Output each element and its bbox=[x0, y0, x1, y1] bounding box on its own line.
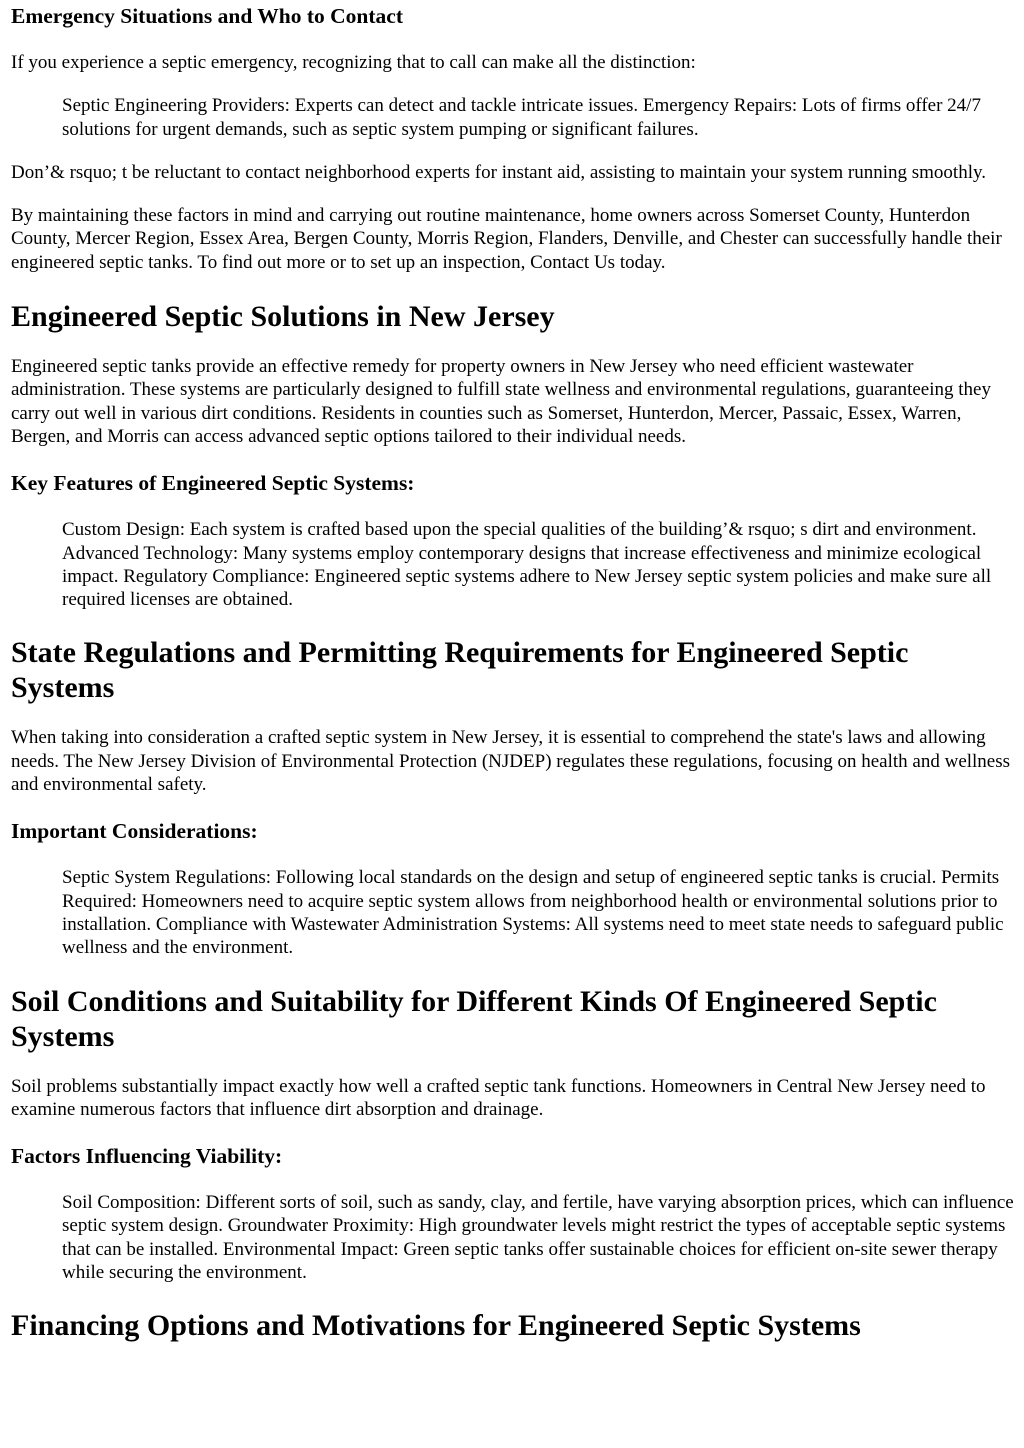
emergency-heading: Emergency Situations and Who to Contact bbox=[11, 4, 403, 28]
solutions-heading: Engineered Septic Solutions in New Jersey bbox=[11, 300, 555, 334]
key-features-heading: Key Features of Engineered Septic Systems: bbox=[11, 471, 415, 496]
emergency-para-2: By maintaining these factors in mind and carrying out routine maintenance, home owners across Somerset County, Hunterdon County, Mercer Region, Essex Area, Bergen County, Morris Region, Flanders, Denville, and Chester can successfully handle their engineered septic tanks. To find out more or to set up an inspection, Contact Us today. bbox=[11, 205, 1002, 273]
soil-para: Soil problems substantially impact exactly how well a crafted septic tank functions. Homeowners in Central New Jersey need to examine numerous factors that influence dirt absorption and drainage. bbox=[11, 1075, 986, 1120]
viability-quote: Soil Composition: Different sorts of soil, such as sandy, clay, and fertile, have varying absorption prices, which can influence septic system design. Groundwater Proximity: High groundwater levels might restrict the types of acceptable septic systems that can be installed. Environmental Impact: Green septic tanks offer sustainable choices for efficient on-site sewer therapy while securing the environment. bbox=[62, 1192, 1014, 1284]
emergency-intro: If you experience a septic emergency, recognizing that to call can make all the distinction: bbox=[11, 52, 696, 73]
article bbox=[0, 2, 1024, 1343]
soil-heading: Soil Conditions and Suitability for Different Kinds Of Engineered Septic Systems bbox=[11, 984, 937, 1053]
solutions-para: Engineered septic tanks provide an effective remedy for property owners in New Jersey who need efficient wastewater administration. These systems are particularly designed to fulfill state wellness and environmental regulations, guaranteeing they carry out well in various dirt conditions. Residents in counties such as Somerset, Hunterdon, Mercer, Passaic, Essex, Warren, Bergen, and Morris can access advanced septic options tailored to their individual needs. bbox=[11, 356, 991, 447]
regulations-heading: State Regulations and Permitting Requirements for Engineered Septic Systems bbox=[11, 636, 909, 705]
considerations-quote: Septic System Regulations: Following local standards on the design and setup of engineered septic tanks is crucial. Permits Required: Homeowners need to acquire septic system allows from neighborhood health or environmental solutions prior to installation. Compliance with Wastewater Administration Systems: All systems need to meet state needs to safeguard public wellness and the environment. bbox=[62, 867, 1004, 959]
emergency-para-1: Don’& rsquo; t be reluctant to contact neighborhood experts for instant aid, assisting to maintain your system running smoothly. bbox=[11, 161, 986, 183]
regulations-para: When taking into consideration a crafted septic system in New Jersey, it is essential to comprehend the state's laws and allowing needs. The New Jersey Division of Environmental Protection (NJDEP) regulates these regulations, focusing on health and wellness and environmental safety. bbox=[11, 727, 1011, 796]
key-features-quote: Custom Design: Each system is crafted based upon the special qualities of the building’& rsquo; s dirt and environment. Advanced Technology: Many systems employ contemporary designs that increase effectiveness and minimize ecological impact. Regulatory Compliance: Engineered septic systems adhere to New Jersey septic system policies and make sure all required licenses are obtained. bbox=[62, 519, 992, 611]
financing-heading: Financing Options and Motivations for Engineered Septic Systems bbox=[11, 1309, 861, 1343]
emergency-quote: Septic Engineering Providers: Experts can detect and tackle intricate issues. Emergency Repairs: Lots of firms offer 24/7 solutions for urgent demands, such as septic system pumping or significant failures. bbox=[62, 95, 981, 140]
considerations-heading: Important Considerations: bbox=[11, 819, 258, 844]
viability-heading: Factors Influencing Viability: bbox=[11, 1144, 283, 1169]
